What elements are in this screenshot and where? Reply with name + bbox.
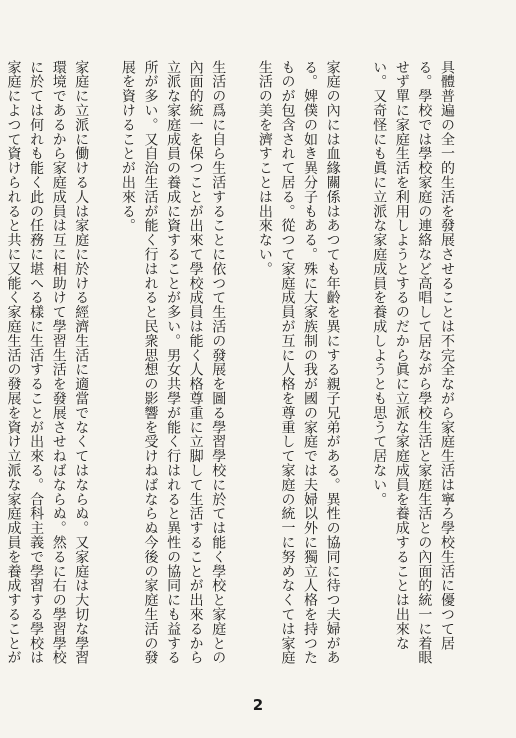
paragraph-3: 生活の爲に自ら生活することに依つて生活の發展を圖る學習學校に於ては能く學校と家庭との內面的統一を保つことが出來て學校成員は能く人格尊重に立脚して生活することが出來るから立派な家庭成員の養成に資することが多い。男女共學が能く行はれると異性の協同にも益する所が多い。又自治生活が能く行はれると民衆思想の影響を受けねばならぬ今後の家庭生活の發展を資けることが出來る。	[119, 60, 227, 665]
body-text	[0, 60, 458, 670]
paragraph-2: 家庭の內には血緣關係はあつても年齡を異にする親子兄弟がある。異性の協同に待つ夫婦がある。婢僕の如き異分子もある。殊に大家族制の我が國の家庭では夫婦以外に獨立人格を持つたものが包含されて居る。從つて家庭成員が互に人格を尊重して家庭の統一に努めなくては家庭生活の美を濟すことは出來ない。	[256, 60, 341, 665]
page-number: 2	[252, 696, 264, 714]
paragraph-4: 家庭に立派に働ける人は家庭に於ける經濟生活に適當でなくてはならぬ。又家庭は大切な學習環境であるから家庭成員は互に相助けて學習生活を發展させねばならぬ。然るに右の學習學校に於ては何れも能く此の任務に堪へる樣に生活することが出來る。合科主義で學習する學校は家庭によつて資けられると共に又能く家庭生活の發展を資け立派な家庭成員を養成することが	[5, 60, 90, 665]
paragraph-1: 具體普遍の全一的生活を發展させることは不完全ながら家庭生活は寧ろ學校生活に優つて居る。學校では學校家庭の連絡など高唱して居ながら學校生活と家庭生活との內面的統一に着眼せず單に家庭生活を利用しようとするのだから眞に立派な家庭成員を養成することは出來ない。又奇怪にも眞に立派な家庭成員を養成しようとも思うて居ない。	[371, 60, 455, 665]
